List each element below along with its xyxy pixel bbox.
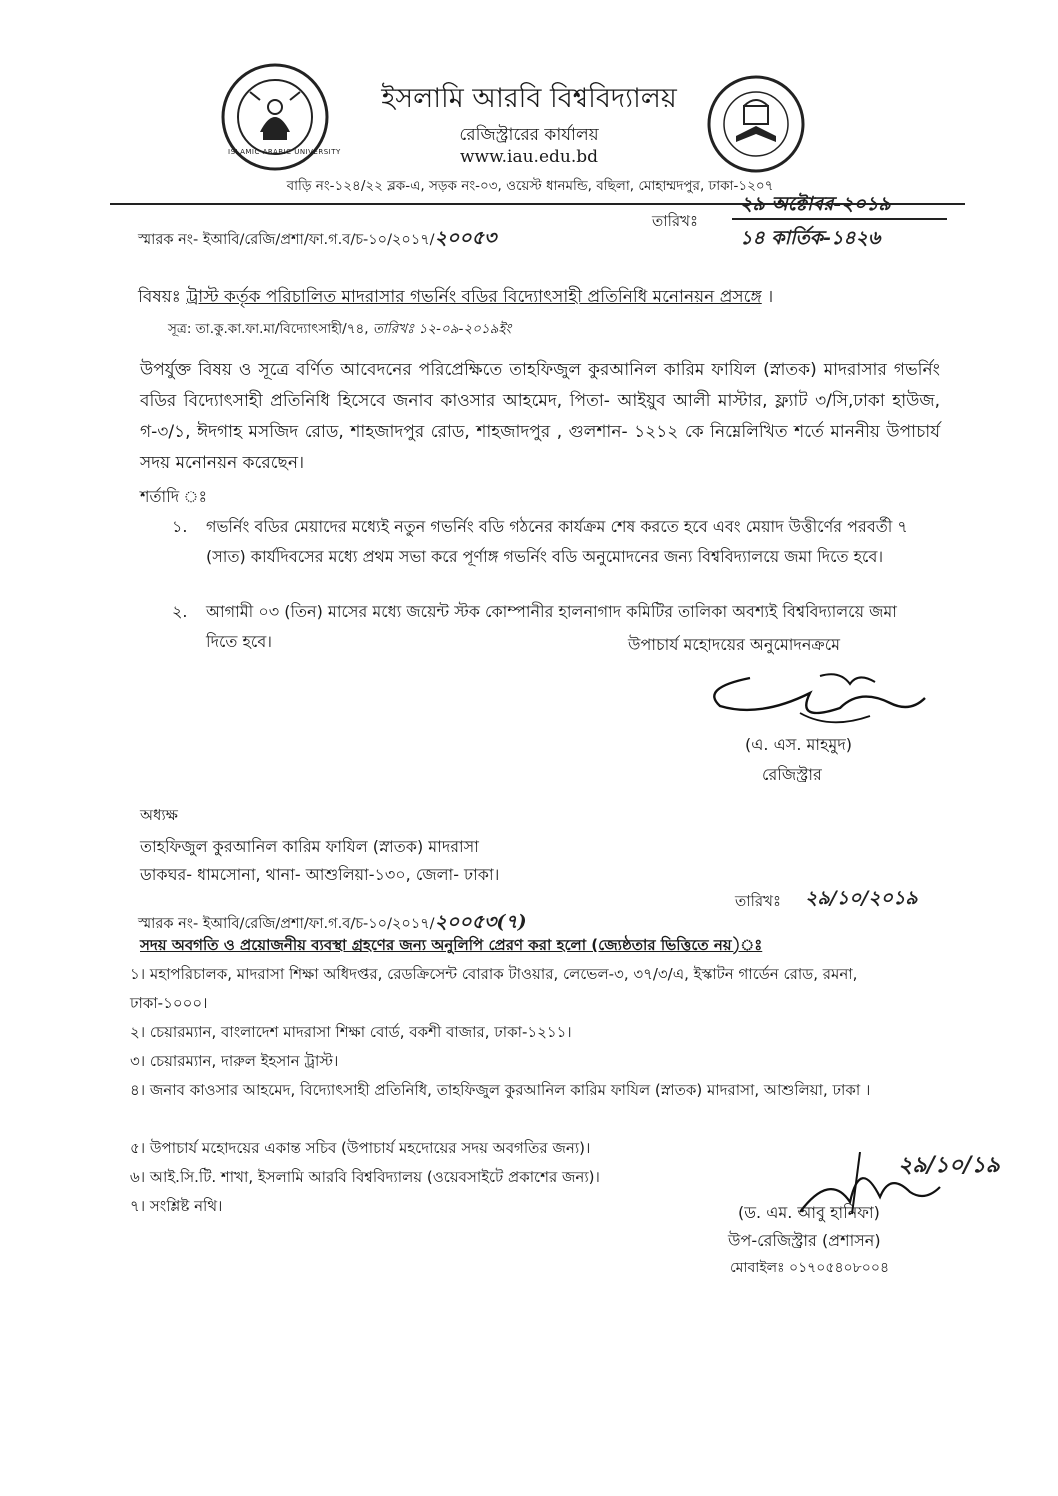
memo-date-bangla: ১৪ কার্তিক-১৪২৬ — [740, 227, 881, 249]
memo-date-english: ২৯ অক্টোবর-২০১৯ — [740, 193, 891, 215]
recipient-line-1: অধ্যক্ষ — [140, 806, 178, 824]
copy-item: ৬। আই.সি.টি. শাখা, ইসলামি আরবি বিশ্ববিদ্যালয় (ওয়েবসাইটে প্রকাশের জন্য)। — [130, 1168, 600, 1186]
logo-caption: ISLAMIC ARABIC UNIVERSITY — [228, 148, 341, 156]
source-reference: সূত্র: তা.কু.কা.ফা.মা/বিদ্যোৎসাহী/৭৪, তারিখঃ ১২-০৯-২০১৯ইং — [168, 321, 512, 337]
registrar-title: রেজিস্ট্রার — [762, 765, 822, 784]
copy-item: ৪। জনাব কাওসার আহমেদ, বিদ্যোৎসাহী প্রতিনিধি, তাহফিজুল কুরআনিল কারিম ফাযিল (স্নাতক) মাদরাসা, আশুলিয়া, ঢাকা । — [130, 1081, 871, 1099]
memo-date-label: তারিখঃ — [652, 212, 698, 230]
deputy-registrar-name: (ড. এম. আবু হানিফা) — [738, 1203, 880, 1222]
subject-text: ট্রাস্ট কর্তৃক পরিচালিত মাদরাসার গভর্নিং বডির বিদ্যোৎসাহী প্রতিনিধি মনোনয়ন প্রসঙ্গে — [186, 287, 762, 307]
deputy-registrar-title: উপ-রেজিস্ট্রার (প্রশাসন) — [728, 1231, 881, 1250]
address-line: বাড়ি নং-১২৪/২২ ব্লক-এ, সড়ক নং-০৩, ওয়েস্ট ধানমন্ডি, বছিলা, মোহাম্মদপুর, ঢাকা-১২০৭ — [286, 178, 774, 194]
memo2-reference: স্মারক নং- ইআবি/রেজি/প্রশা/ফা.গ.ব/চ-১০/২০১৭/২০০৫৩(৭) — [138, 911, 527, 933]
condition-number: ১. — [172, 517, 188, 536]
memo2-ref-number: ২০০৫৩(৭) — [434, 911, 527, 933]
approval-note: উপাচার্য মহোদয়ের অনুমোদনক্রমে — [628, 635, 841, 654]
body-paragraph: উপর্যুক্ত বিষয় ও সূত্রে বর্ণিত আবেদনের পরিপ্রেক্ষিতে তাহফিজুল কুরআনিল কারিম ফাযিল (স্নাতক) মাদরাসার গভর্নিং বডির বিদ্যোৎসাহী প্রতিনিধি হিসেবে জনাব কাওসার আহমেদ, পিতা- আইয়ুব আলী মাস্টার, ফ্ল্যাট ৩/সি,ঢাকা হাউজ, গ-৩/১, ঈদগাহ মসজিদ রোড, শাহজাদপুর রোড, শাহজাদপুর , গুলশান- ১২১২ কে নিম্নেলিখিত শর্তে মাননীয় উপাচার্য সদয় মনোনয়ন করেছেন। — [140, 360, 940, 473]
deputy-registrar-mobile: মোবাইলঃ ০১৭০৫৪০৮০০৪ — [730, 1260, 890, 1276]
memo-ref-label: স্মারক নং- ইআবি/রেজি/প্রশা/ফা.গ.ব/চ-১০/২০১৭/ — [138, 232, 435, 248]
condition-number: ২. — [172, 602, 188, 621]
office-name: রেজিস্ট্রারের কার্যালয় — [459, 125, 599, 145]
copy-item: ৭। সংশ্লিষ্ট নথি। — [130, 1197, 223, 1215]
copy-item: ৩। চেয়ারম্যান, দারুল ইহসান ট্রাস্ট। — [130, 1052, 339, 1070]
memo-reference — [138, 224, 496, 256]
memo-date-underline — [732, 218, 947, 220]
condition-text: গভর্নিং বডির মেয়াদের মধ্যেই নতুন গভর্নিং বডি গঠনের কার্যক্রম শেষ করতে হবে এবং মেয়াদ উত্তীর্ণের পরবর্তী ৭ (সাত) কার্যদিবসের মধ্যে প্রথম সভা করে পূর্ণাঙ্গ গভর্নিং বডি অনুমোদনের জন্য বিশ্ববিদ্যালয়ে জমা দিতে হবে। — [206, 517, 908, 566]
deputy-signature-date: ২৯/১০/১৯ — [898, 1152, 1000, 1178]
university-name: ইসলামি আরবি বিশ্ববিদ্যালয় — [381, 83, 677, 114]
copy-item: ২। চেয়ারম্যান, বাংলাদেশ মাদরাসা শিক্ষা বোর্ড, বকশী বাজার, ঢাকা-১২১১। — [130, 1023, 572, 1041]
copy-heading: সদয় অবগতি ও প্রয়োজনীয় ব্যবস্থা গ্রহণের জন্য অনুলিপি প্রেরণ করা হলো (জ্যেষ্ঠতার ভিত্তিতে নয়)ঃ — [140, 936, 763, 954]
subject-line: বিষয়ঃ ট্রাস্ট কর্তৃক পরিচালিত মাদরাসার গভর্নিং বডির বিদ্যোৎসাহী প্রতিনিধি মনোনয়ন প্রসঙ্গে । — [138, 287, 774, 307]
subject-label: বিষয়ঃ — [138, 287, 187, 307]
memo-ref-number: ২০০৫৩ — [434, 227, 497, 249]
condition-text: আগামী ০৩ (তিন) মাসের মধ্যে জয়েন্ট স্টক কোম্পানীর হালনাগাদ কমিটির তালিকা অবশ্যই বিশ্ববিদ্যালয়ে জমা দিতে হবে। — [206, 602, 897, 651]
copy-item: ৫। উপাচার্য মহোদয়ের একান্ত সচিব (উপাচার্য মহদোয়ের সদয় অবগতির জন্য)। — [130, 1139, 591, 1157]
memo2-date-label: তারিখঃ — [735, 892, 781, 910]
emblem-seal — [706, 74, 806, 174]
conditions-heading: শর্তাদি ঃ — [140, 487, 208, 506]
recipient-line-2: তাহফিজুল কুরআনিল কারিম ফাযিল (স্নাতক) মাদরাসা — [140, 837, 479, 856]
registrar-name: (এ. এস. মাহমুদ) — [745, 735, 852, 754]
source-date: তারিখঃ ১২-০৯-২০১৯ইং — [372, 321, 512, 337]
recipient-line-3: ডাকঘর- ধামসোনা, থানা- আশুলিয়া-১৩০, জেলা- ঢাকা। — [140, 865, 500, 884]
registrar-signature-date — [860, 702, 936, 723]
website-link[interactable]: www.iau.edu.bd — [459, 147, 599, 167]
copy-item: ১। মহাপরিচালক, মাদরাসা শিক্ষা অধিদপ্তর, রেডক্রিসেন্ট বোরাক টাওয়ার, লেভেল-৩, ৩৭/৩/এ, ইস্কাটন গার্ডেন রোড, রমনা, ঢাকা-১০০০। — [130, 965, 858, 1012]
memo2-date: ২৯/১০/২০১৯ — [805, 887, 918, 909]
condition-item — [172, 512, 912, 572]
